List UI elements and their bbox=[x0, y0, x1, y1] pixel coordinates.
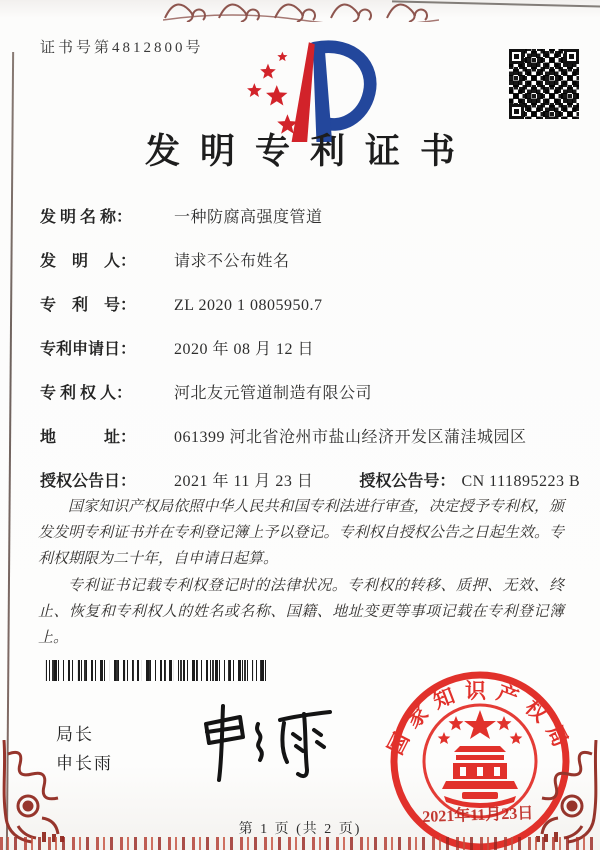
corner-ornament bbox=[0, 740, 76, 844]
field-label: 专利申请日： bbox=[40, 341, 137, 358]
page-number: 第 1 页 (共 2 页) bbox=[238, 822, 362, 837]
seal-agency-text: 国家知识产权局 bbox=[383, 679, 577, 759]
field-value: CN 111895223 B bbox=[461, 473, 581, 490]
field-inventor bbox=[40, 248, 570, 275]
field-label: 发 明 名 称： bbox=[40, 209, 133, 226]
field-label: 发 明 人： bbox=[40, 253, 137, 270]
corner-ornament bbox=[524, 740, 600, 844]
qr-code bbox=[509, 49, 579, 119]
certificate-title: 发明专利证书 bbox=[144, 132, 475, 171]
field-value: 061399 河北省沧州市盐山经济开发区蒲洼城园区 bbox=[174, 429, 527, 446]
field-invention-name bbox=[40, 204, 570, 231]
director-title: 局长 bbox=[56, 725, 94, 744]
field-address bbox=[40, 424, 570, 451]
field-value: 2020 年 08 月 12 日 bbox=[174, 341, 315, 358]
director-signature bbox=[192, 690, 342, 790]
certificate-fields bbox=[40, 204, 581, 512]
field-patent-number bbox=[40, 292, 570, 319]
legal-text bbox=[38, 494, 564, 653]
field-value: 河北友元管道制造有限公司 bbox=[174, 385, 373, 402]
field-label: 授权公告日： bbox=[40, 473, 137, 490]
field-label: 地 址： bbox=[40, 429, 137, 446]
barcode bbox=[45, 660, 267, 681]
qr-finder-icon bbox=[509, 49, 524, 64]
field-label: 专 利 号： bbox=[40, 297, 137, 314]
director-name: 申长雨 bbox=[56, 754, 113, 773]
field-value: ZL 2020 1 0805950.7 bbox=[174, 297, 323, 314]
qr-finder-icon bbox=[509, 104, 524, 119]
field-value: 2021 年 11 月 23 日 bbox=[174, 473, 314, 490]
field-label: 专 利 权 人： bbox=[40, 385, 133, 402]
field-value: 请求不公布姓名 bbox=[174, 253, 290, 270]
bottom-border-ornament bbox=[0, 837, 600, 850]
field-grant-date-and-number bbox=[40, 468, 581, 495]
certificate-number: 证书号第4812800号 bbox=[40, 40, 204, 56]
legal-paragraph-2: 专利证书记载专利权登记时的法律状况。专利权的转移、质押、无效、终止、恢复和专利权人的姓名或名称、国籍、地址变更等事项记载在专利登记簿上。 bbox=[38, 576, 564, 646]
field-value: 一种防腐高强度管道 bbox=[174, 209, 323, 226]
seal-date: 2021年11月23日 bbox=[422, 805, 534, 826]
qr-finder-icon bbox=[564, 49, 579, 64]
field-patentee bbox=[40, 380, 570, 407]
top-border-ornament bbox=[163, 0, 439, 22]
field-label: 授权公告号： bbox=[359, 473, 456, 490]
field-filing-date bbox=[40, 336, 570, 363]
legal-paragraph-1: 国家知识产权局依照中华人民共和国专利法进行审查，决定授予专利权，颁发发明专利证书并在专利登记簿上予以登记。专利权自授权公告之日起生效。专利权期限为二十年，自申请日起算。 bbox=[38, 497, 564, 567]
